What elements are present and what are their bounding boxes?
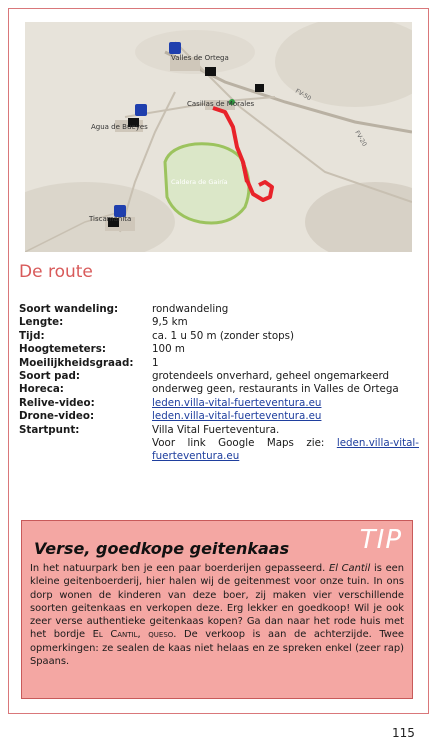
- tip-box: [21, 520, 413, 699]
- info-label: Drone-video:: [19, 410, 95, 423]
- map-label-valles: Valles de Ortega: [171, 54, 229, 62]
- start-maps-text: [152, 437, 419, 464]
- info-label: Horeca:: [19, 383, 64, 396]
- info-row: [19, 330, 419, 343]
- tip-body: [30, 562, 404, 668]
- info-value: grotendeels onverhard, geheel ongemarkeerd: [152, 370, 390, 383]
- info-label: Soort pad:: [19, 370, 80, 383]
- tip-text-smallcaps: El Cantil, queso: [92, 629, 174, 641]
- info-row: [19, 370, 419, 383]
- map-label-casillas: Casillas de Morales: [187, 100, 255, 108]
- info-value: 9,5 km: [152, 316, 188, 329]
- map-label-tiscamanita: Tiscamanita: [89, 215, 132, 223]
- start-maps-prefix: Voor link Google Maps zie:: [152, 437, 337, 450]
- info-label: Tijd:: [19, 329, 45, 342]
- map-road-label-2: FV-20: [353, 129, 368, 148]
- info-row: [19, 357, 419, 370]
- map-road-label-1: FV-50: [294, 87, 313, 103]
- info-value: 1: [152, 356, 159, 369]
- map-graphic: [25, 22, 412, 252]
- tip-badge: TIP: [359, 525, 402, 555]
- info-row: [19, 343, 419, 356]
- info-label: Hoogtemeters:: [19, 343, 106, 356]
- map-label-agua: Agua de Bueyes: [91, 123, 148, 131]
- route-info: [19, 303, 419, 464]
- tip-title: Verse, goedkope geitenkaas: [34, 539, 290, 558]
- map-label-caldera: Caldera de Gairía: [171, 178, 228, 186]
- google-maps-link[interactable]: leden.villa-vital-fuerteventura.eu: [152, 437, 419, 463]
- route-heading: De route: [19, 262, 93, 282]
- page-number: 115: [392, 726, 415, 740]
- info-row: [19, 303, 419, 316]
- info-value: 100 m: [152, 343, 185, 356]
- info-row: [19, 316, 419, 329]
- tip-text: is een kleine geitenboerderij, hier halen wij de geitenmest voor onze tuin. In ons dorp wonen de kinderen van deze boer, zij maken vier verschillende soorten geitenkaas en verkopen deze. Erg lekker en goedkoop! Wil je ook zeer verse authentieke geitenkaas kopen? Ga dan naar het rode huis met het bordje: [30, 563, 404, 641]
- route-map: [25, 22, 412, 252]
- info-label: Moeilijkheidsgraad:: [19, 356, 134, 369]
- tip-text: In het natuurpark ben je een paar boerderijen gepasseerd.: [30, 563, 329, 574]
- relive-video-link[interactable]: leden.villa-vital-fuerteventura.eu: [152, 396, 322, 409]
- info-row: [19, 424, 419, 464]
- info-row: [19, 397, 419, 410]
- tip-text-italic: El Cantil: [328, 563, 371, 574]
- info-label: Startpunt:: [19, 423, 80, 436]
- drone-video-link[interactable]: leden.villa-vital-fuerteventura.eu: [152, 410, 322, 423]
- info-label: Relive-video:: [19, 396, 95, 409]
- info-value: ca. 1 u 50 m (zonder stops): [152, 329, 295, 342]
- info-label: Lengte:: [19, 316, 64, 329]
- tip-text: . De verkoop is aan de achterzijde. Twee opmerkingen: ze sealen de kaas niet helaas en ze spreken enkel (zeer rap) Spaans.: [30, 629, 404, 668]
- info-value: onderweg geen, restaurants in Valles de Ortega: [152, 383, 399, 396]
- info-value: rondwandeling: [152, 303, 229, 315]
- info-row: [19, 410, 419, 423]
- info-row: [19, 383, 419, 396]
- start-location: Villa Vital Fuerteventura.: [152, 423, 280, 436]
- info-label: Soort wandeling:: [19, 303, 119, 315]
